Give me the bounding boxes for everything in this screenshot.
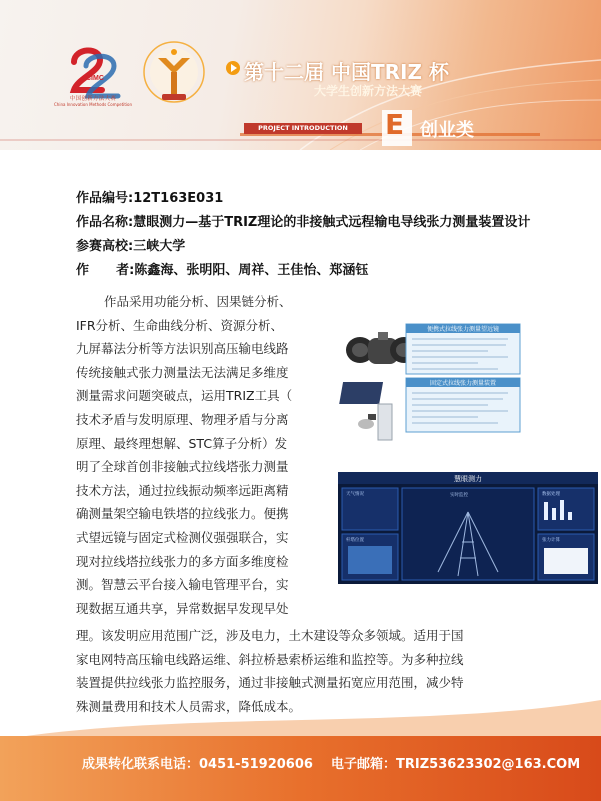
project-number: 作品编号:12T163E031 [76,191,224,206]
body-line: 家电网特高压输电线路运维、斜拉桥悬索桥运维和监控等。为多种拉线 [76,651,464,667]
panel-weather: 天气情况 [346,491,364,496]
panel-site: 杆塔位置 [346,537,364,542]
body-line: 现数据互通共享，异常数据早发现早处 [76,600,289,616]
body-line: 作品采用功能分析、因果链分析、 [104,294,292,309]
title-sub: 大学生创新方法大赛 [314,84,423,98]
body-line: 式望远镜与固定式检测仪强强联合，实 [76,529,289,545]
body-line: 测量需求问题突破点，运用TRIZ工具（ [76,388,293,404]
project-school: 参赛高校:三峡大学 [76,239,186,254]
project-intro-label: PROJECT INTRODUCTION [258,124,348,132]
body-line: 殊测量费用和技术人员需求，降低成本。 [76,698,302,714]
triz-cup-logo [134,36,214,116]
category-letter: E [385,108,405,141]
body-line: 传统接触式张力测量法无法满足多维度 [76,364,289,380]
panel-monitor: 实时监控 [450,492,468,497]
body-line: 技术矛盾与发明原理、物理矛盾与分离 [76,411,289,427]
body-line: 九屏幕法分析等方法识别高压输电线路 [76,341,289,357]
play-icon [226,61,240,75]
body-line: 确测量架空输电铁塔的拉线张力。便携 [76,506,289,522]
body-line: 原理、最终理想解、STC算子分析）发 [76,435,288,451]
project-authors: 作 者:陈鑫海、张明阳、周祥、王佳怡、郑涵钰 [76,263,369,278]
project-intro-bar [244,123,362,134]
body-line: 理。该发明应用范围广泛，涉及电力，土木建设等众多领域。适用于国 [76,628,464,643]
category-label: 创业类 [420,120,474,141]
card2-title: 固定式拉线张力测量装置 [429,381,497,387]
body-line: 装置提供拉线张力监控服务，通过非接触式测量拓宽应用范围，减少特 [76,675,464,691]
logo-left-name: 中国创新方法大赛 [69,96,117,102]
body-line: 测。智慧云平台接入输电管理平台，实 [76,577,289,593]
footer-contact: 成果转化联系电话：0451-51920606 电子邮箱：TRIZ53623302@163.COM [82,757,581,772]
panel-data: 数据处理 [542,491,560,496]
body-line: 明了全球首创非接触式拉线塔张力测量 [76,459,289,475]
svg-text:CIMC: CIMC [86,75,104,82]
dashboard-title: 慧眼测力 [454,476,482,483]
dashboard-screenshot [338,472,598,584]
card1-title: 便携式拉线张力测量望远镜 [426,327,500,333]
project-name: 作品名称:慧眼测力—基于TRIZ理论的非接触式远程输电导线张力测量装置设计 [76,215,531,230]
device-photo [338,320,598,444]
body-line: 技术方法，通过拉线振动频率远距离精 [76,482,289,498]
body-left-column [76,290,292,620]
logo-left-subtitle: China Innovation Methods Competition [54,102,132,107]
body-line: 现对拉线塔拉线张力的多方面多维度检 [76,553,289,569]
title-main: 第十二届 中国TRIZ 杯 [244,60,449,84]
body-line: IFR分析、生命曲线分析、资源分析、 [76,317,284,333]
panel-tension: 张力计算 [542,537,560,542]
